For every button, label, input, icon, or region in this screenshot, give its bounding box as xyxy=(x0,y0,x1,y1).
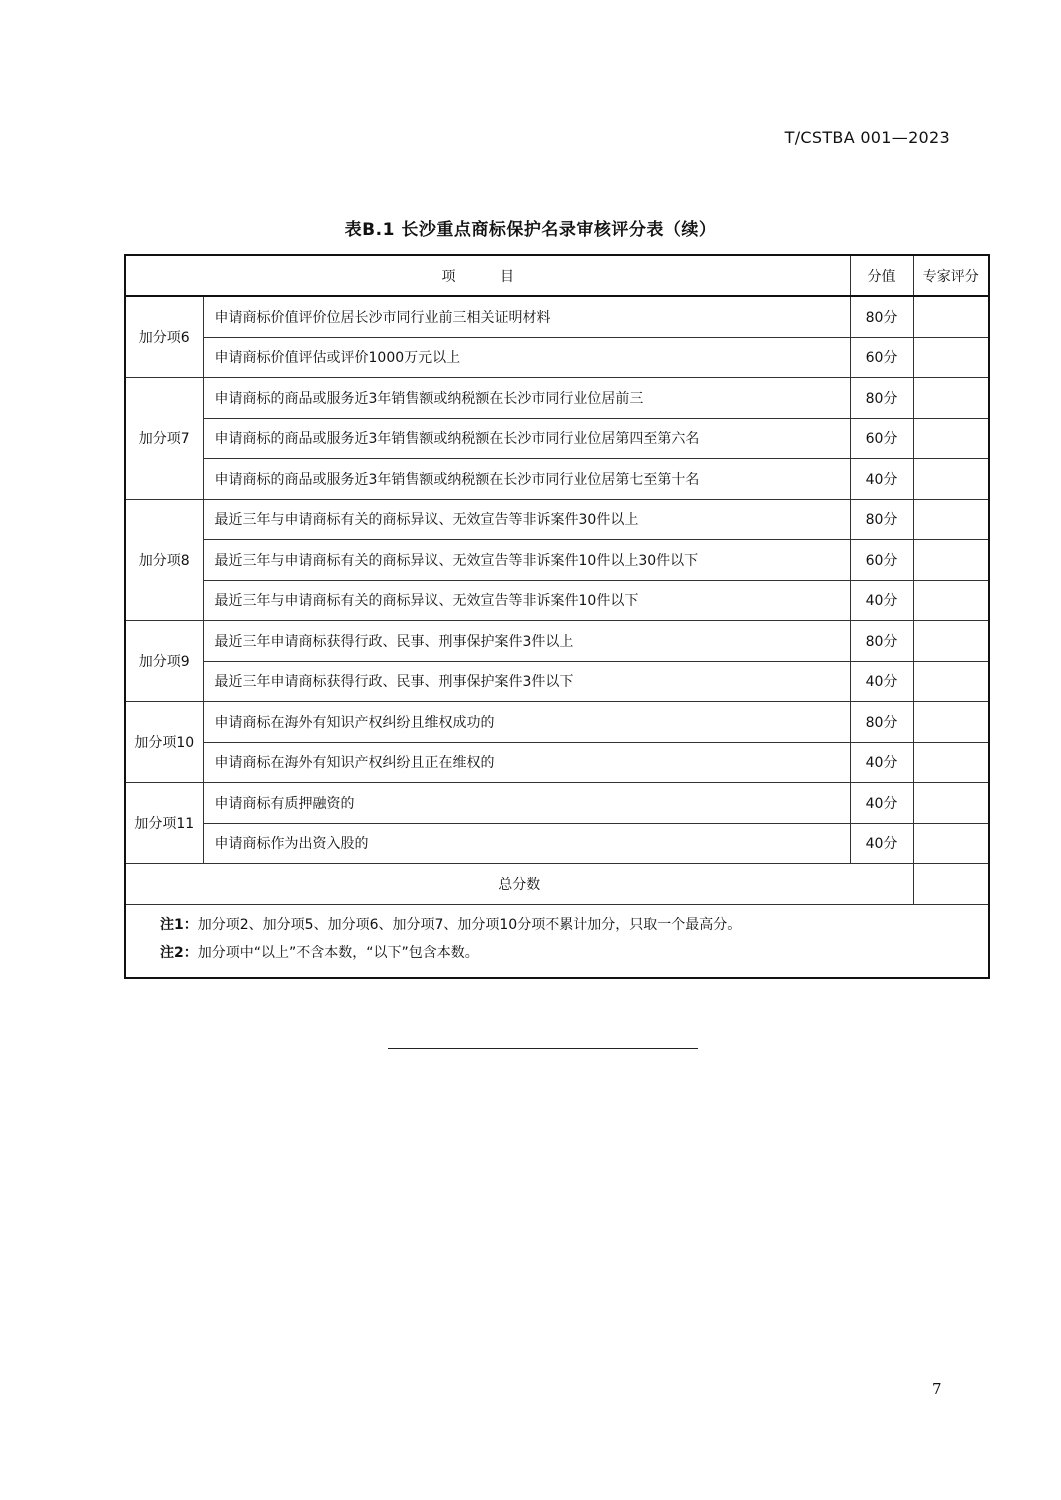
table-row xyxy=(125,783,989,824)
table-row xyxy=(125,459,989,500)
row-score: 40分 xyxy=(850,580,913,621)
table-row xyxy=(125,296,989,337)
table-row xyxy=(125,661,989,702)
row-score: 60分 xyxy=(850,337,913,378)
expert-score-cell[interactable] xyxy=(913,499,989,540)
notes-row xyxy=(125,904,989,978)
row-description: 申请商标的商品或服务近3年销售额或纳税额在长沙市同行业位居第七至第十名 xyxy=(203,459,850,500)
row-description: 申请商标价值评估或评价1000万元以上 xyxy=(203,337,850,378)
group-label: 加分项11 xyxy=(125,783,203,864)
expert-score-cell[interactable] xyxy=(913,823,989,864)
expert-score-cell[interactable] xyxy=(913,378,989,419)
row-description: 最近三年与申请商标有关的商标异议、无效宣告等非诉案件10件以上30件以下 xyxy=(203,540,850,581)
expert-score-cell[interactable] xyxy=(913,296,989,337)
table-header-row xyxy=(125,255,989,296)
row-score: 80分 xyxy=(850,621,913,662)
document-code: T/CSTBA 001—2023 xyxy=(784,128,950,147)
table-row xyxy=(125,823,989,864)
group-label: 加分项9 xyxy=(125,621,203,702)
row-score: 80分 xyxy=(850,702,913,743)
expert-score-cell[interactable] xyxy=(913,783,989,824)
header-score: 分值 xyxy=(850,255,913,296)
row-description: 最近三年与申请商标有关的商标异议、无效宣告等非诉案件30件以上 xyxy=(203,499,850,540)
row-score: 40分 xyxy=(850,783,913,824)
expert-score-cell[interactable] xyxy=(913,702,989,743)
note-1-text: 加分项2、加分项5、加分项6、加分项7、加分项10分项不累计加分，只取一个最高分。 xyxy=(197,916,742,933)
table-row xyxy=(125,621,989,662)
table-title: 表B.1 长沙重点商标保护名录审核评分表（续） xyxy=(344,220,717,240)
expert-score-cell[interactable] xyxy=(913,580,989,621)
row-description: 申请商标在海外有知识产权纠纷且维权成功的 xyxy=(203,702,850,743)
expert-score-cell[interactable] xyxy=(913,742,989,783)
row-score: 80分 xyxy=(850,378,913,419)
note-2-text: 加分项中“以上”不含本数，“以下”包含本数。 xyxy=(197,944,479,961)
expert-score-cell[interactable] xyxy=(913,621,989,662)
table-row xyxy=(125,540,989,581)
expert-score-cell[interactable] xyxy=(913,418,989,459)
group-label: 加分项7 xyxy=(125,378,203,500)
note-1-label: 注1： xyxy=(160,916,198,933)
row-description: 最近三年申请商标获得行政、民事、刑事保护案件3件以上 xyxy=(203,621,850,662)
row-description: 最近三年申请商标获得行政、民事、刑事保护案件3件以下 xyxy=(203,661,850,702)
table-row xyxy=(125,499,989,540)
group-label: 加分项6 xyxy=(125,296,203,378)
row-score: 40分 xyxy=(850,459,913,500)
table-row xyxy=(125,378,989,419)
row-description: 申请商标的商品或服务近3年销售额或纳税额在长沙市同行业位居前三 xyxy=(203,378,850,419)
row-score: 60分 xyxy=(850,540,913,581)
expert-score-cell[interactable] xyxy=(913,661,989,702)
row-score: 40分 xyxy=(850,823,913,864)
scoring-table xyxy=(124,254,990,979)
total-score-cell[interactable] xyxy=(913,864,989,905)
note-1 xyxy=(160,911,988,939)
notes-cell xyxy=(125,904,989,978)
row-score: 40分 xyxy=(850,661,913,702)
row-description: 申请商标在海外有知识产权纠纷且正在维权的 xyxy=(203,742,850,783)
table-body xyxy=(125,296,989,978)
row-description: 申请商标的商品或服务近3年销售额或纳税额在长沙市同行业位居第四至第六名 xyxy=(203,418,850,459)
note-2 xyxy=(160,939,988,967)
group-label: 加分项8 xyxy=(125,499,203,621)
row-score: 40分 xyxy=(850,742,913,783)
row-description: 申请商标作为出资入股的 xyxy=(203,823,850,864)
row-description: 最近三年与申请商标有关的商标异议、无效宣告等非诉案件10件以下 xyxy=(203,580,850,621)
header-expert-score: 专家评分 xyxy=(913,255,989,296)
expert-score-cell[interactable] xyxy=(913,459,989,500)
end-of-document-rule xyxy=(388,1048,698,1049)
table-row xyxy=(125,702,989,743)
row-description: 申请商标价值评价位居长沙市同行业前三相关证明材料 xyxy=(203,296,850,337)
table-row xyxy=(125,418,989,459)
page-number: 7 xyxy=(932,1380,942,1398)
expert-score-cell[interactable] xyxy=(913,337,989,378)
table-row xyxy=(125,742,989,783)
row-score: 80分 xyxy=(850,499,913,540)
row-description: 申请商标有质押融资的 xyxy=(203,783,850,824)
total-row xyxy=(125,864,989,905)
row-score: 60分 xyxy=(850,418,913,459)
table-row xyxy=(125,580,989,621)
row-score: 80分 xyxy=(850,296,913,337)
note-2-label: 注2： xyxy=(160,944,198,961)
group-label: 加分项10 xyxy=(125,702,203,783)
table-row xyxy=(125,337,989,378)
expert-score-cell[interactable] xyxy=(913,540,989,581)
header-item xyxy=(125,255,850,296)
total-label: 总分数 xyxy=(125,864,913,905)
header-item-label: 项 目 xyxy=(441,268,534,285)
